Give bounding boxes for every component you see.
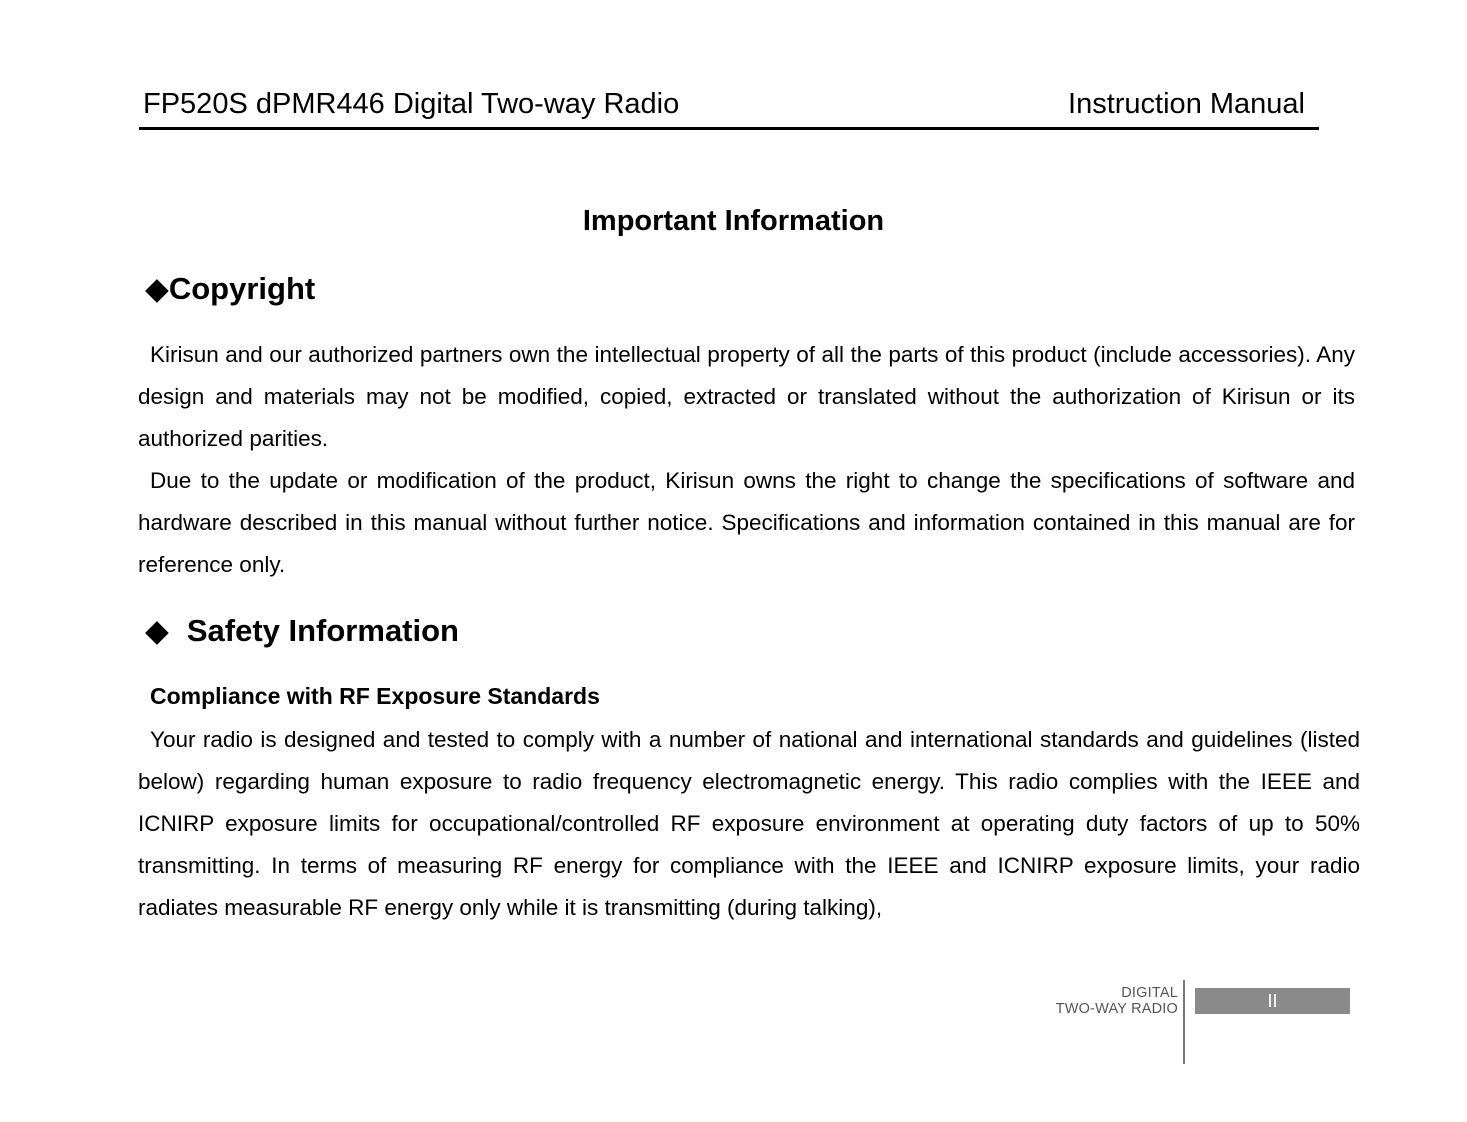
safety-heading-text: Safety Information (186, 613, 459, 648)
rf-exposure-subheading: Compliance with RF Exposure Standards (150, 683, 600, 709)
footer-digital-label: DIGITAL (1121, 985, 1178, 1001)
safety-heading (145, 613, 459, 649)
copyright-paragraph-2 (138, 460, 1355, 586)
diamond-bullet-icon: ◆ (145, 271, 169, 306)
copyright-paragraph-1-text: Kirisun and our authorized partners own the intellectual property of all the parts of this product (include accessories). Any design and materials may not be modified, copied, extracted or translated without the authorization of Kirisun or its authorized parities. (138, 342, 1355, 451)
copyright-paragraph-2-text: Due to the update or modification of the product, Kirisun owns the right to change the specifications of software and hardware described in this manual without further notice. Specifications and information contained in this manual are for reference only. (138, 468, 1355, 577)
diamond-bullet-icon: ◆ (145, 613, 169, 648)
safety-paragraph (138, 719, 1360, 929)
page-header (139, 84, 1319, 130)
page-number: II (1267, 991, 1278, 1011)
copyright-heading-text: Copyright (168, 271, 316, 306)
copyright-paragraph-1 (138, 334, 1355, 460)
footer-two-way-radio-label: TWO-WAY RADIO (1055, 1001, 1178, 1017)
manual-label: Instruction Manual (1068, 88, 1305, 120)
page-heading: Important Information (582, 205, 885, 237)
footer-divider (1183, 980, 1185, 1064)
safety-paragraph-text: Your radio is designed and tested to comply with a number of national and international standards and guidelines (listed below) regarding human exposure to radio frequency electromagnetic energy. This radio complies with the IEEE and ICNIRP exposure limits for occupational/controlled RF exposure environment at operating duty factors of up to 50% transmitting. In terms of measuring RF energy for compliance with the IEEE and ICNIRP exposure limits, your radio radiates measurable RF energy only while it is transmitting (during talking), (138, 727, 1360, 920)
copyright-heading (145, 271, 315, 307)
footer-logo (1040, 980, 1360, 1066)
page-number-bar (1195, 988, 1350, 1014)
document-title: FP520S dPMR446 Digital Two-way Radio (143, 88, 680, 120)
